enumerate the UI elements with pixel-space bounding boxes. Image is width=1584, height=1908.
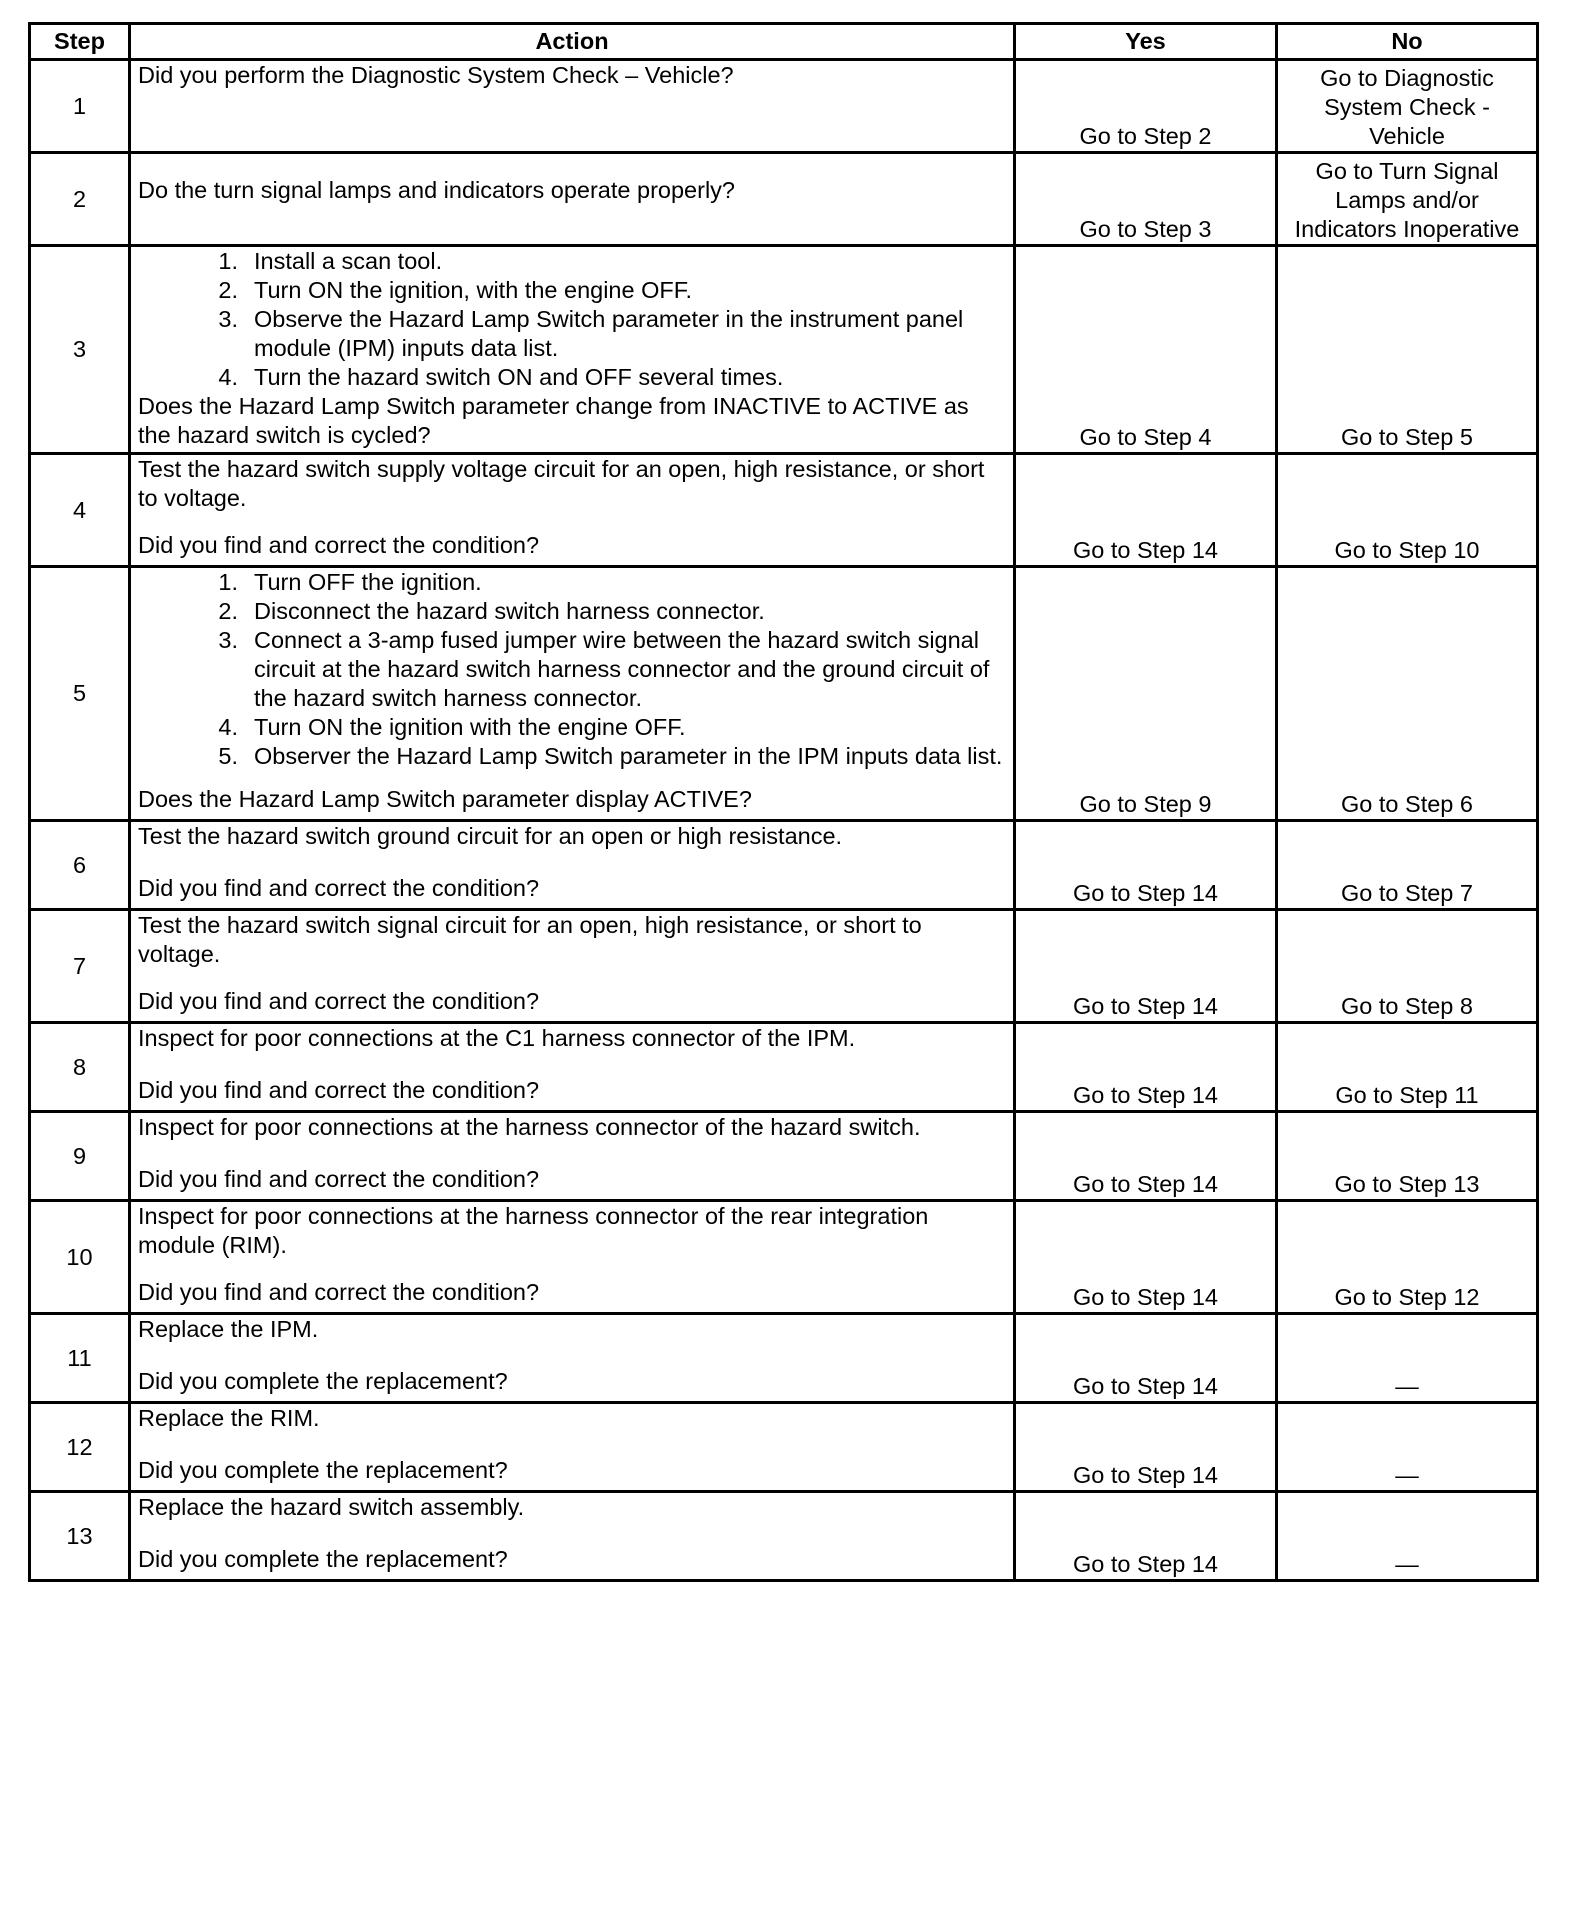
action-text: Test the hazard switch ground circuit for an open or high resistance. (138, 823, 843, 849)
list-item-text: Turn the hazard switch ON and OFF several times. (254, 364, 784, 390)
action-text: Did you perform the Diagnostic System Check – Vehicle? (138, 62, 734, 88)
list-item (138, 305, 1006, 363)
header-yes: Yes (1015, 24, 1277, 60)
no-cell: Go to Step 11 (1277, 1023, 1538, 1112)
action-question: Did you find and correct the condition? (138, 532, 540, 558)
action-text: Replace the IPM. (138, 1316, 319, 1342)
list-item (138, 626, 1006, 713)
step-number: 1 (30, 60, 130, 153)
yes-cell: Go to Step 14 (1015, 1023, 1277, 1112)
list-item-number: 5. (218, 743, 238, 769)
yes-cell: Go to Step 4 (1015, 246, 1277, 454)
yes-cell: Go to Step 3 (1015, 153, 1277, 246)
list-item (138, 276, 1006, 305)
action-text: Test the hazard switch supply voltage circuit for an open, high resistance, or short to voltage. (138, 456, 985, 511)
table-row (30, 567, 1538, 821)
list-item-number: 3. (218, 306, 238, 332)
action-cell (130, 567, 1015, 821)
action-cell (130, 454, 1015, 567)
list-item-text: Observer the Hazard Lamp Switch parameter in the IPM inputs data list. (254, 743, 1003, 769)
table-row (30, 1492, 1538, 1581)
table-row (30, 153, 1538, 246)
list-item-number: 4. (218, 364, 238, 390)
action-question: Did you find and correct the condition? (138, 875, 540, 901)
action-question: Did you complete the replacement? (138, 1368, 508, 1394)
action-question: Did you find and correct the condition? (138, 988, 540, 1014)
no-cell: Go to Step 13 (1277, 1112, 1538, 1201)
list-item (138, 742, 1006, 771)
list-item (138, 247, 1006, 276)
table-row (30, 246, 1538, 454)
yes-cell: Go to Step 14 (1015, 1492, 1277, 1581)
step-number: 8 (30, 1023, 130, 1112)
action-cell (130, 1201, 1015, 1314)
action-steps-list (138, 568, 1006, 771)
list-item-text: Disconnect the hazard switch harness connector. (254, 598, 765, 624)
action-question: Did you find and correct the condition? (138, 1279, 540, 1305)
header-no: No (1277, 24, 1538, 60)
yes-cell: Go to Step 14 (1015, 1403, 1277, 1492)
action-cell (130, 246, 1015, 454)
action-question: Did you find and correct the condition? (138, 1166, 540, 1192)
no-cell: — (1277, 1492, 1538, 1581)
table-row (30, 1403, 1538, 1492)
action-question: Did you complete the replacement? (138, 1457, 508, 1483)
list-item-number: 4. (218, 714, 238, 740)
action-question: Did you find and correct the condition? (138, 1077, 540, 1103)
list-item-text: Connect a 3-amp fused jumper wire between the hazard switch signal circuit at the hazard switch harness connector and the ground circuit of the hazard switch harness connector. (254, 627, 990, 711)
diagnostic-table (28, 22, 1539, 1582)
action-cell (130, 153, 1015, 246)
table-row (30, 1314, 1538, 1403)
no-cell: Go to Step 7 (1277, 821, 1538, 910)
yes-cell: Go to Step 14 (1015, 910, 1277, 1023)
step-number: 11 (30, 1314, 130, 1403)
no-cell: Go to Turn Signal Lamps and/or Indicators Inoperative (1277, 153, 1538, 246)
action-question: Does the Hazard Lamp Switch parameter display ACTIVE? (138, 786, 752, 812)
action-cell (130, 1023, 1015, 1112)
list-item (138, 363, 1006, 392)
table-row (30, 60, 1538, 153)
header-row (30, 24, 1538, 60)
table-row (30, 1023, 1538, 1112)
step-number: 12 (30, 1403, 130, 1492)
action-text: Do the turn signal lamps and indicators operate properly? (138, 177, 735, 203)
action-cell (130, 1492, 1015, 1581)
step-number: 7 (30, 910, 130, 1023)
action-text: Inspect for poor connections at the C1 harness connector of the IPM. (138, 1025, 856, 1051)
table-body (30, 60, 1538, 1581)
yes-cell: Go to Step 14 (1015, 1112, 1277, 1201)
action-cell (130, 821, 1015, 910)
action-cell (130, 1314, 1015, 1403)
step-number: 3 (30, 246, 130, 454)
no-cell: — (1277, 1403, 1538, 1492)
no-cell: Go to Diagnostic System Check - Vehicle (1277, 60, 1538, 153)
step-number: 6 (30, 821, 130, 910)
yes-cell: Go to Step 14 (1015, 1201, 1277, 1314)
action-text: Inspect for poor connections at the harness connector of the rear integration module (RIM). (138, 1203, 929, 1258)
step-number: 13 (30, 1492, 130, 1581)
action-text: Inspect for poor connections at the harness connector of the hazard switch. (138, 1114, 921, 1140)
step-number: 10 (30, 1201, 130, 1314)
no-cell: Go to Step 6 (1277, 567, 1538, 821)
action-text: Replace the hazard switch assembly. (138, 1494, 525, 1520)
yes-cell: Go to Step 14 (1015, 1314, 1277, 1403)
list-item-number: 2. (218, 277, 238, 303)
list-item-number: 3. (218, 627, 238, 653)
table-row (30, 1112, 1538, 1201)
list-item-text: Turn ON the ignition, with the engine OFF. (254, 277, 693, 303)
list-item (138, 568, 1006, 597)
yes-cell: Go to Step 9 (1015, 567, 1277, 821)
step-number: 2 (30, 153, 130, 246)
yes-cell: Go to Step 14 (1015, 454, 1277, 567)
action-cell (130, 910, 1015, 1023)
list-item-number: 1. (218, 569, 238, 595)
header-step: Step (30, 24, 130, 60)
table-row (30, 1201, 1538, 1314)
yes-cell: Go to Step 14 (1015, 821, 1277, 910)
list-item-text: Install a scan tool. (254, 248, 443, 274)
action-cell (130, 1403, 1015, 1492)
list-item (138, 597, 1006, 626)
no-cell: Go to Step 10 (1277, 454, 1538, 567)
action-question: Does the Hazard Lamp Switch parameter change from INACTIVE to ACTIVE as the hazard switch is cycled? (138, 393, 969, 448)
step-number: 4 (30, 454, 130, 567)
action-text: Replace the RIM. (138, 1405, 320, 1431)
action-cell (130, 1112, 1015, 1201)
list-item-text: Turn ON the ignition with the engine OFF. (254, 714, 686, 740)
table-row (30, 454, 1538, 567)
list-item (138, 713, 1006, 742)
list-item-text: Turn OFF the ignition. (254, 569, 482, 595)
action-cell (130, 60, 1015, 153)
header-action: Action (130, 24, 1015, 60)
step-number: 9 (30, 1112, 130, 1201)
table-row (30, 821, 1538, 910)
list-item-text: Observe the Hazard Lamp Switch parameter in the instrument panel module (IPM) inputs data list. (254, 306, 964, 361)
list-item-number: 1. (218, 248, 238, 274)
step-number: 5 (30, 567, 130, 821)
action-text: Test the hazard switch signal circuit for an open, high resistance, or short to voltage. (138, 912, 922, 967)
no-cell: Go to Step 12 (1277, 1201, 1538, 1314)
action-question: Did you complete the replacement? (138, 1546, 508, 1572)
no-cell: Go to Step 8 (1277, 910, 1538, 1023)
no-cell: — (1277, 1314, 1538, 1403)
yes-cell: Go to Step 2 (1015, 60, 1277, 153)
no-cell: Go to Step 5 (1277, 246, 1538, 454)
list-item-number: 2. (218, 598, 238, 624)
action-steps-list (138, 247, 1006, 392)
table-row (30, 910, 1538, 1023)
